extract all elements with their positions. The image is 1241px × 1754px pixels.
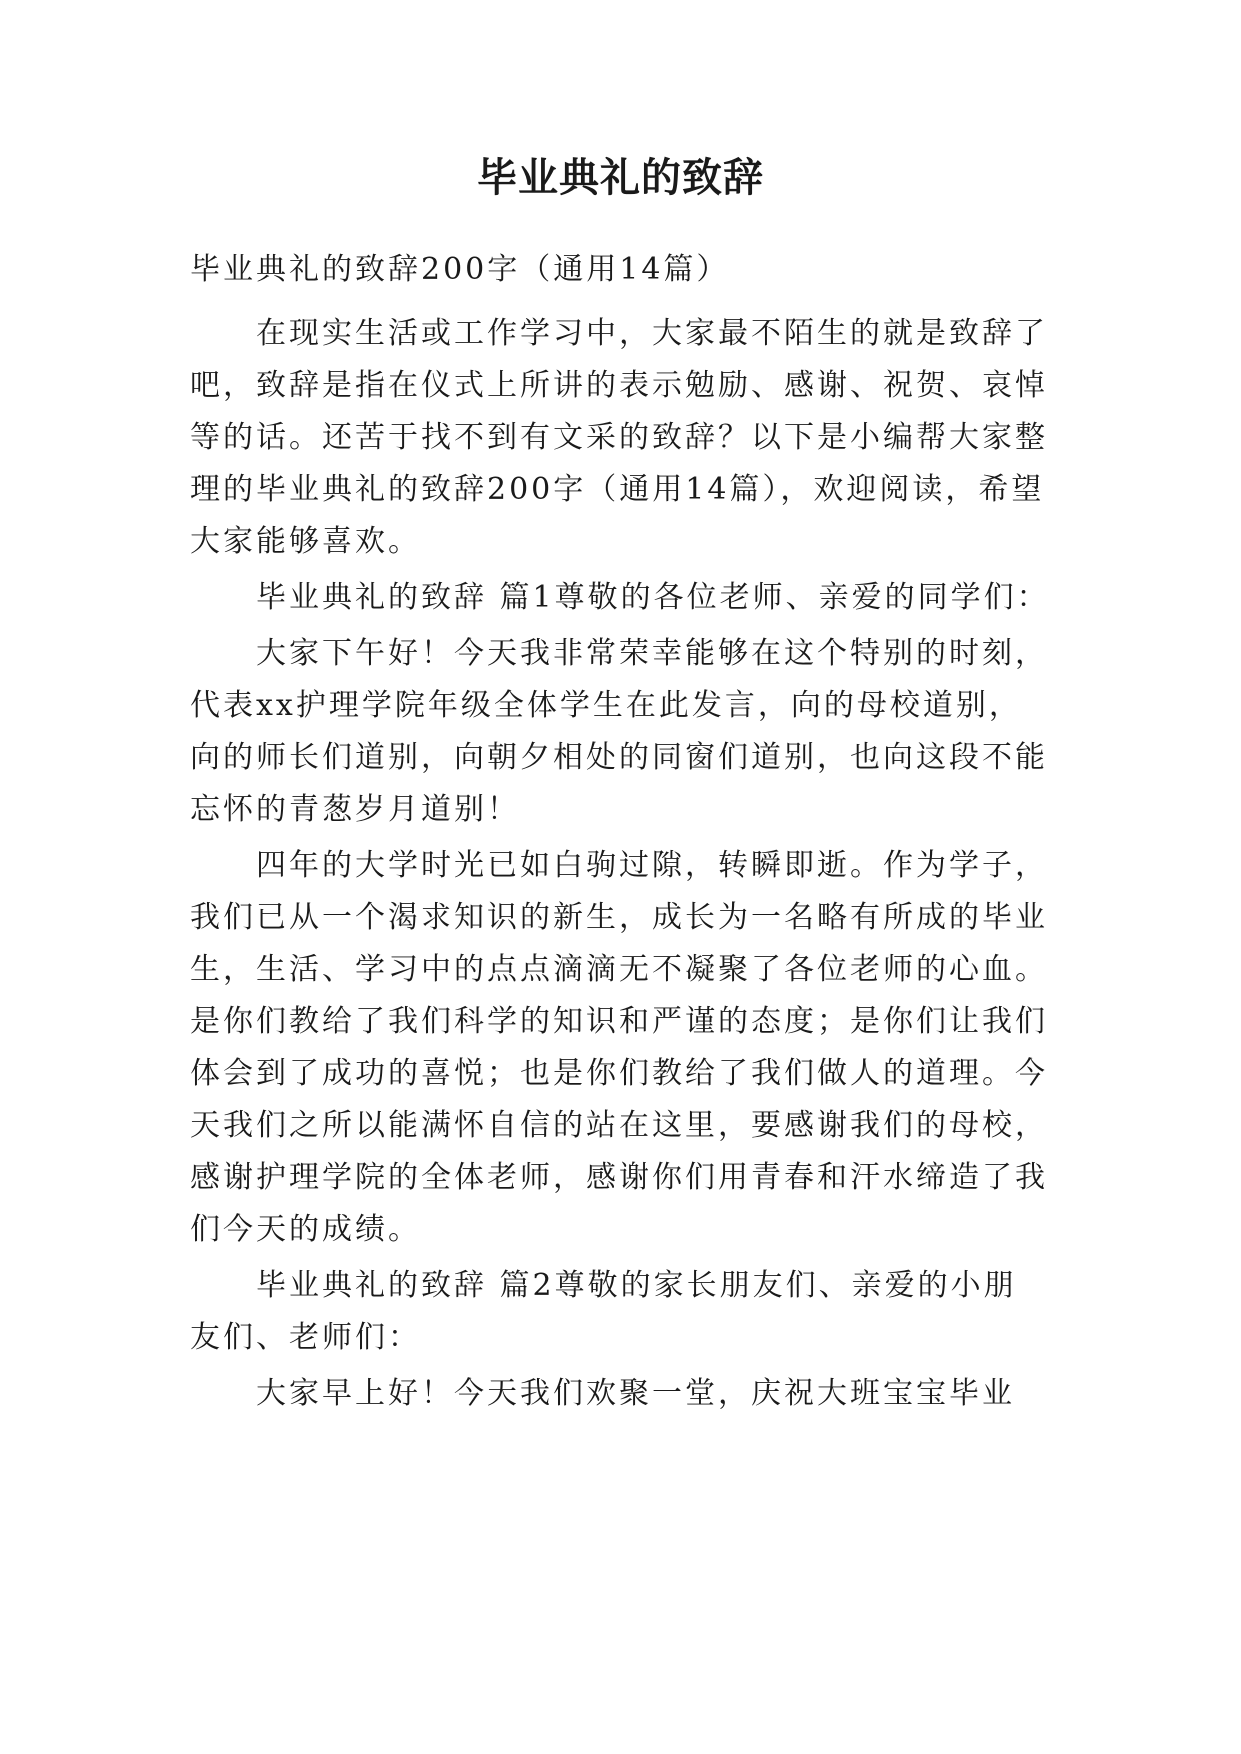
text-line: 在现实生活或工作学习中，大家最不陌生的就是致辞了	[256, 316, 1048, 351]
text-line: 天我们之所以能满怀自信的站在这里，要感谢我们的母校，	[190, 1108, 1048, 1143]
text-line: 我们已从一个渴求知识的新生，成长为一名略有所成的毕业	[190, 900, 1048, 935]
text-line: 大家下午好！今天我非常荣幸能够在这个特别的时刻，	[256, 636, 1048, 671]
text-line: 代表xx护理学院年级全体学生在此发言，向的母校道别，	[190, 688, 1022, 723]
text-line: 等的话。还苦于找不到有文采的致辞？以下是小编帮大家整	[190, 420, 1048, 455]
text-line: 向的师长们道别，向朝夕相处的同窗们道别，也向这段不能	[190, 740, 1048, 775]
section-heading-line: 毕业典礼的致辞 篇2尊敬的家长朋友们、亲爱的小朋	[256, 1268, 1017, 1303]
subtitle-line: 毕业典礼的致辞200字（通用14篇）	[190, 252, 730, 287]
text-line: 体会到了成功的喜悦；也是你们教给了我们做人的道理。今	[190, 1056, 1048, 1091]
text-line: 生，生活、学习中的点点滴滴无不凝聚了各位老师的心血。	[190, 952, 1048, 987]
section-heading-line: 毕业典礼的致辞 篇1尊敬的各位老师、亲爱的同学们：	[256, 580, 1050, 615]
text-line: 大家能够喜欢。	[190, 524, 421, 559]
document-title: 毕业典礼的致辞	[477, 155, 764, 201]
text-line: 感谢护理学院的全体老师，感谢你们用青春和汗水缔造了我	[190, 1160, 1048, 1195]
text-line: 们今天的成绩。	[190, 1212, 421, 1247]
text-line: 是你们教给了我们科学的知识和严谨的态度；是你们让我们	[190, 1004, 1048, 1039]
text-line: 友们、老师们：	[190, 1320, 421, 1355]
text-line: 大家早上好！今天我们欢聚一堂，庆祝大班宝宝毕业	[256, 1376, 1015, 1411]
text-line: 吧，致辞是指在仪式上所讲的表示勉励、感谢、祝贺、哀悼	[190, 368, 1048, 403]
text-line: 忘怀的青葱岁月道别！	[190, 792, 520, 827]
text-line: 理的毕业典礼的致辞200字（通用14篇），欢迎阅读，希望	[190, 472, 1045, 507]
text-line: 四年的大学时光已如白驹过隙，转瞬即逝。作为学子，	[256, 848, 1048, 883]
